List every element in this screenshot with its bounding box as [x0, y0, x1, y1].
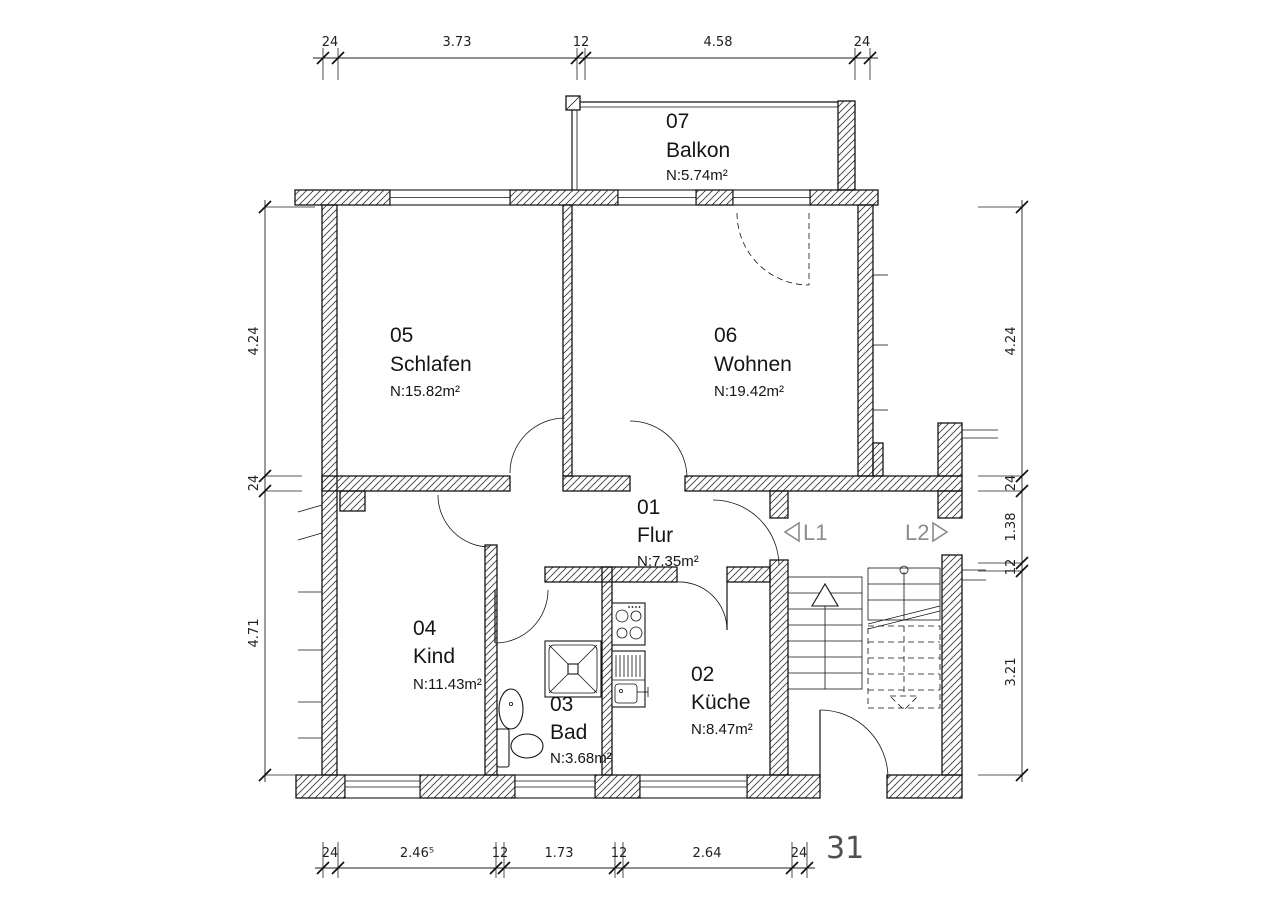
kueche-area: N:8.47m²	[691, 721, 753, 738]
wall-band-1	[322, 476, 510, 491]
wall-top-1	[295, 190, 390, 205]
kueche-number: 02	[691, 663, 715, 686]
wohnen-number: 06	[714, 324, 738, 347]
window-kueche	[640, 775, 747, 798]
stair-up-arrow	[812, 584, 838, 606]
window-wohnen	[618, 190, 696, 205]
washbasin	[499, 689, 523, 729]
bad-name: Bad	[550, 721, 588, 744]
wall-stair-east	[942, 555, 962, 775]
dimension-chain-top	[313, 35, 878, 80]
dim-bottom-6: 24	[790, 846, 808, 861]
kind-name: Kind	[413, 645, 456, 668]
room-label-kind	[413, 617, 482, 693]
dim-top-1: 3.73	[442, 35, 472, 50]
dimension-chain-bottom	[315, 842, 815, 878]
room-label-schlafen	[390, 324, 472, 400]
wall-top-2	[510, 190, 618, 205]
dim-bottom-5: 2.64	[692, 846, 722, 861]
dim-bottom-0: 24	[321, 846, 339, 861]
l2-arrow-icon	[933, 523, 947, 541]
wohnen-door-arc	[630, 421, 687, 478]
window-schlafen	[390, 190, 510, 205]
dim-top-0: 24	[321, 35, 339, 50]
wall-bottom-4	[747, 775, 820, 798]
stair-flight-up	[788, 577, 862, 689]
room-label-kueche	[691, 663, 753, 738]
dim-right-2: 1.38	[1004, 512, 1019, 542]
dim-bottom-2: 12	[491, 846, 509, 861]
dim-right-0: 4.24	[1004, 326, 1019, 356]
flur-number: 01	[637, 496, 661, 519]
wall-stair-west	[770, 560, 788, 775]
wall-bottom-3	[595, 775, 640, 798]
wall-band-3	[685, 476, 962, 491]
wall-bottom-2	[420, 775, 515, 798]
kind-door-arc	[438, 495, 490, 547]
landing-l2-label: L2	[905, 520, 930, 545]
schlafen-door-arc	[510, 418, 565, 473]
kitchen-sink	[612, 651, 648, 707]
landing-l1-label: L1	[803, 520, 828, 545]
room-label-flur	[637, 496, 699, 570]
dim-bottom-1: 2.46⁵	[399, 846, 435, 861]
wall-top-4	[810, 190, 878, 205]
kind-area: N:11.43m²	[413, 676, 482, 693]
balcony-door-threshold	[733, 190, 810, 205]
dim-left-1: 24	[247, 474, 262, 492]
wall-bad-kueche	[602, 567, 612, 775]
wohnen-area: N:19.42m²	[714, 383, 785, 400]
kueche-name: Küche	[691, 691, 751, 714]
wall-wohnen-right	[858, 205, 873, 476]
shower	[545, 641, 601, 697]
wall-bottom-1	[296, 775, 345, 798]
dim-left-2: 4.71	[247, 618, 262, 648]
landing-labels	[785, 520, 947, 545]
schlafen-area: N:15.82m²	[390, 383, 461, 400]
sheet-number: 31	[826, 831, 865, 866]
kueche-door-arc	[677, 582, 727, 630]
stove	[612, 603, 645, 645]
dim-top-2: 12	[572, 35, 590, 50]
window-bad	[515, 775, 595, 798]
kind-number: 04	[413, 617, 437, 640]
schlafen-number: 05	[390, 324, 414, 347]
dim-right-3: 12	[1004, 558, 1019, 576]
balcony-door-arc	[737, 213, 809, 285]
schlafen-name: Schlafen	[390, 353, 472, 376]
flur-name: Flur	[637, 524, 674, 547]
balkon-area: N:5.74m²	[666, 167, 728, 184]
staircase	[788, 566, 940, 710]
l1-arrow-icon	[785, 523, 799, 541]
pier-landing-left	[770, 491, 788, 518]
dimension-chain-left	[247, 200, 315, 782]
wohnen-name: Wohnen	[714, 353, 792, 376]
wall-top-3	[696, 190, 733, 205]
wall-bottom-5	[887, 775, 962, 798]
pier-neighbour	[938, 423, 962, 476]
building-entrance-door-arc	[820, 710, 888, 778]
dim-top-3: 4.58	[703, 35, 733, 50]
dim-top-4: 24	[853, 35, 871, 50]
balcony-column	[838, 101, 855, 190]
bad-door-arc	[495, 590, 548, 643]
balkon-name: Balkon	[666, 139, 731, 162]
bad-area: N:3.68m²	[550, 750, 612, 767]
dimension-chain-right	[978, 200, 1028, 782]
flur-area: N:7.35m²	[637, 553, 699, 570]
stair-flight-down	[868, 566, 940, 710]
balkon-number: 07	[666, 110, 690, 133]
wall-schlafen-wohnen	[563, 205, 572, 476]
pier-kind-top	[340, 491, 365, 511]
dim-bottom-3: 1.73	[544, 846, 574, 861]
wall-wohnen-right-pier	[873, 443, 883, 476]
room-label-wohnen	[714, 324, 792, 400]
dim-right-1: 24	[1004, 474, 1019, 492]
room-label-balkon	[666, 110, 730, 184]
dim-bottom-4: 12	[610, 846, 628, 861]
pier-landing-right	[938, 491, 962, 518]
toilet	[497, 729, 543, 767]
bad-number: 03	[550, 693, 574, 716]
window-kind	[345, 775, 420, 798]
wall-flur-south-2	[727, 567, 770, 582]
apartment-entrance-door-arc	[713, 500, 779, 565]
dim-left-0: 4.24	[247, 326, 262, 356]
dim-right-4: 3.21	[1004, 657, 1019, 687]
wall-band-2	[563, 476, 630, 491]
wall-kind-bad	[485, 545, 497, 775]
